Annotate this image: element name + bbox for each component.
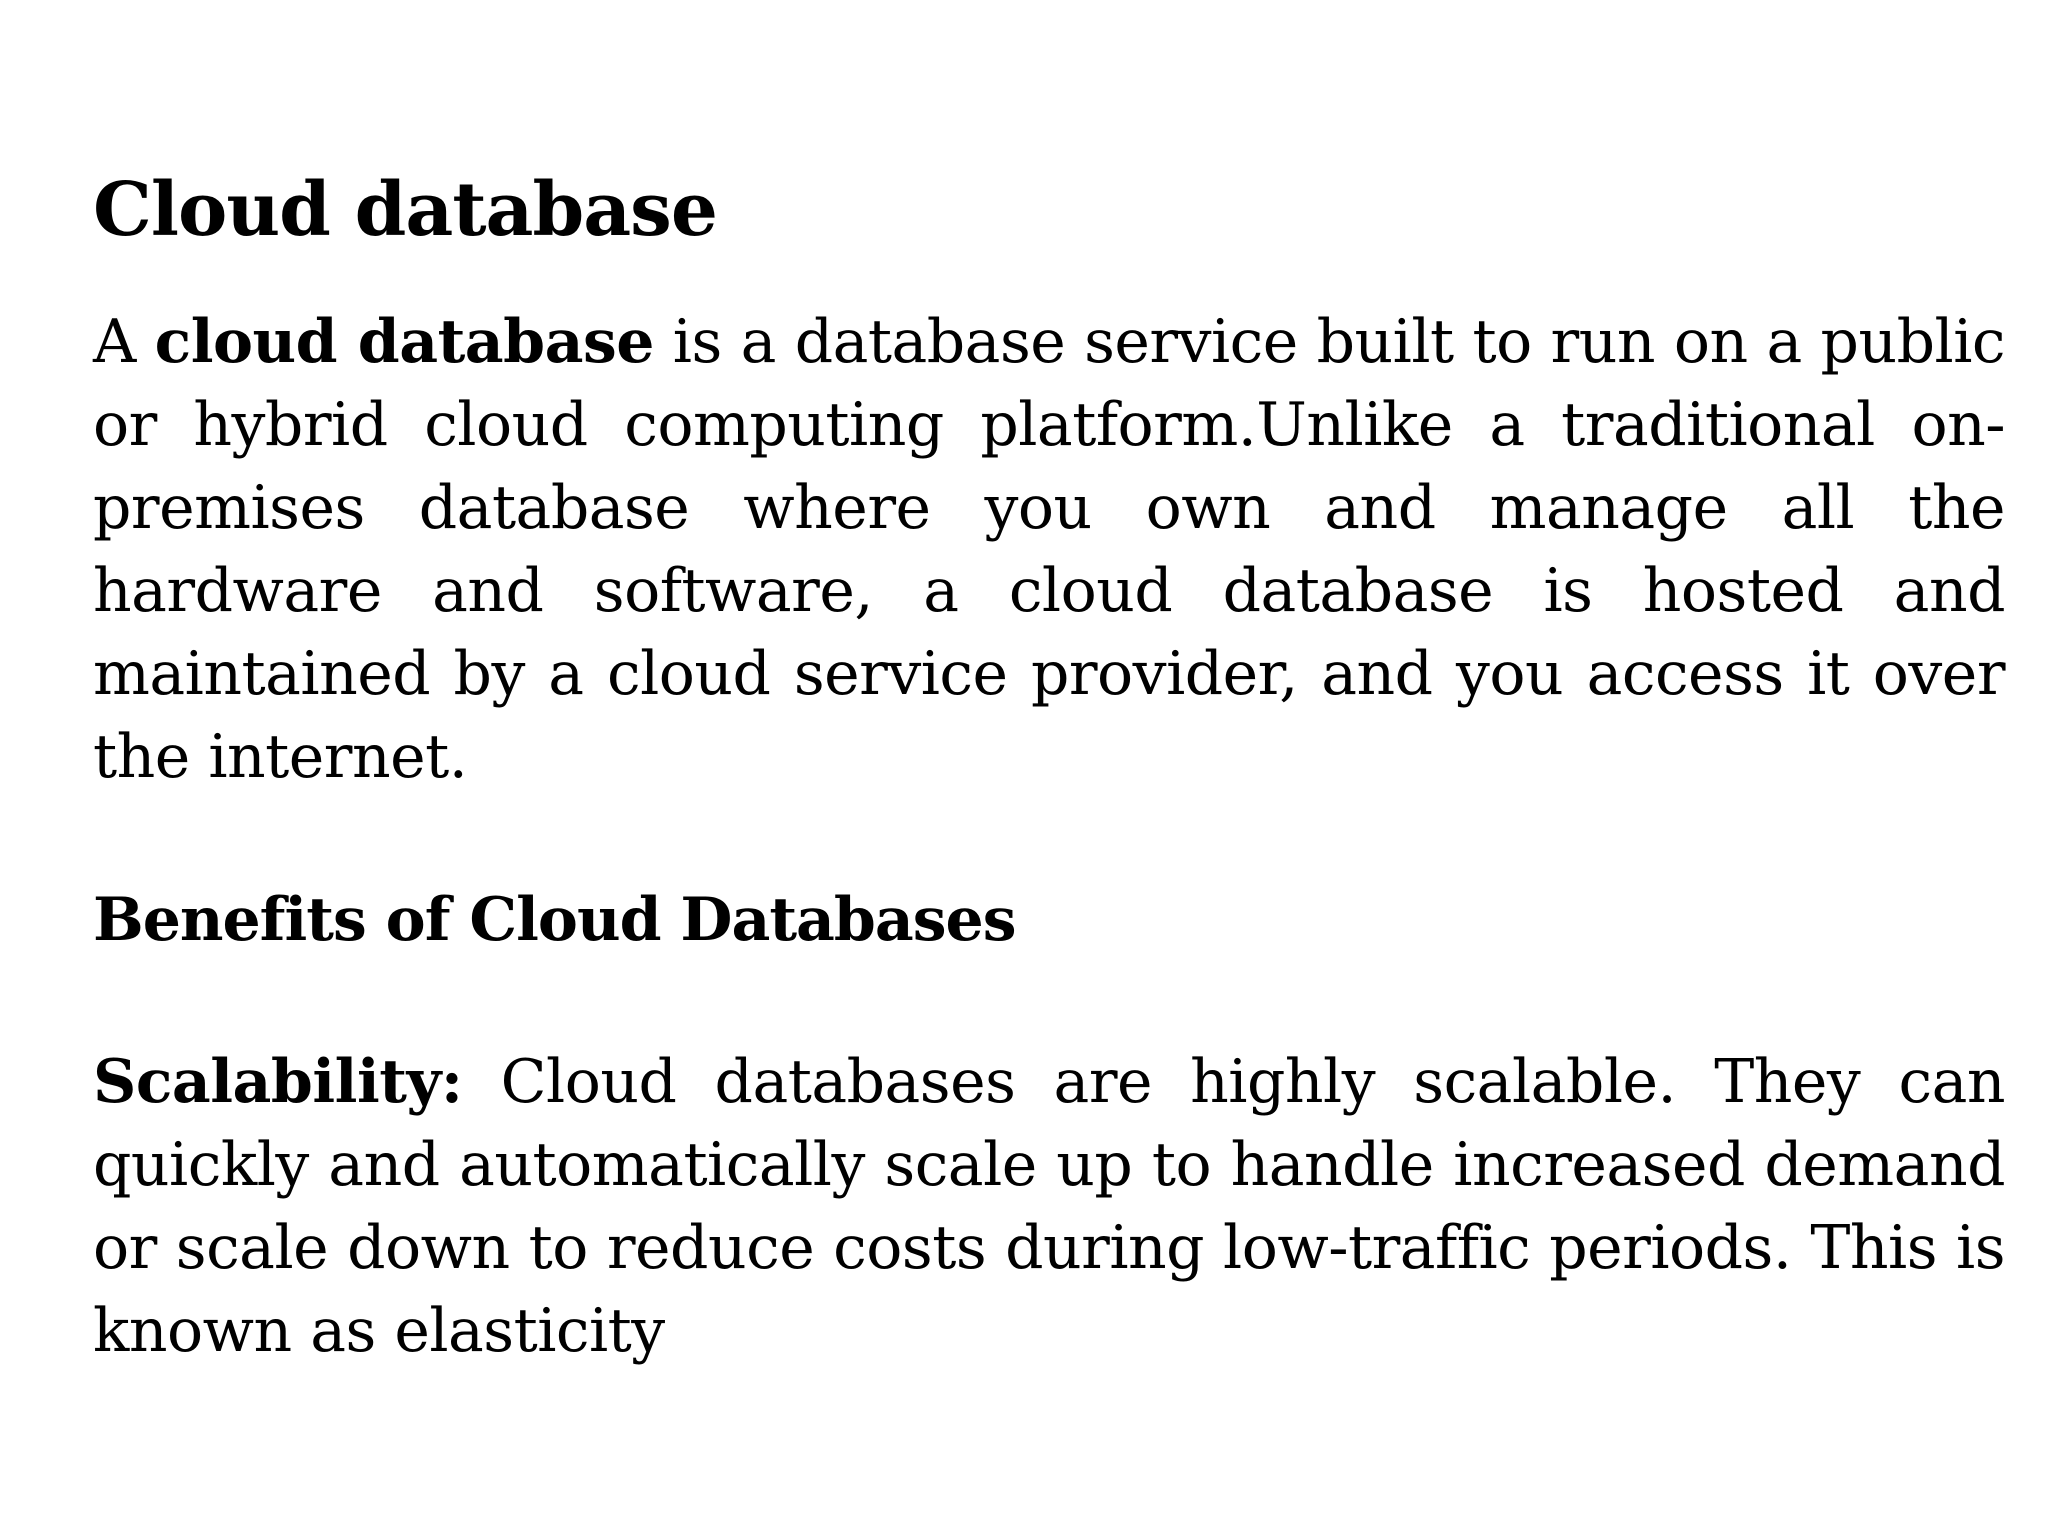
- intro-term: cloud database: [154, 307, 654, 378]
- intro-paragraph: [93, 301, 2005, 799]
- benefits-heading: Benefits of Cloud Databases: [93, 885, 1016, 956]
- document-page: [93, 167, 2005, 1373]
- scalability-label: Scalability:: [93, 1047, 463, 1118]
- intro-lead: A: [93, 307, 155, 378]
- intro-rest: is a database service built to run on a public or hybrid cloud computing platform.Unlike a traditional on-premises database where you own and manage all the hardware and software, a cloud database is hosted and maintained by a cloud service provider, and you access it over the internet.: [93, 307, 2005, 793]
- scalability-paragraph: [93, 1041, 2005, 1373]
- scalability-text: Cloud databases are highly scalable. They can quickly and automatically scale up to handle increased demand or scale down to reduce costs during low-traffic periods. This is known as elasticity: [93, 1047, 2005, 1367]
- page-title: Cloud database: [93, 167, 717, 253]
